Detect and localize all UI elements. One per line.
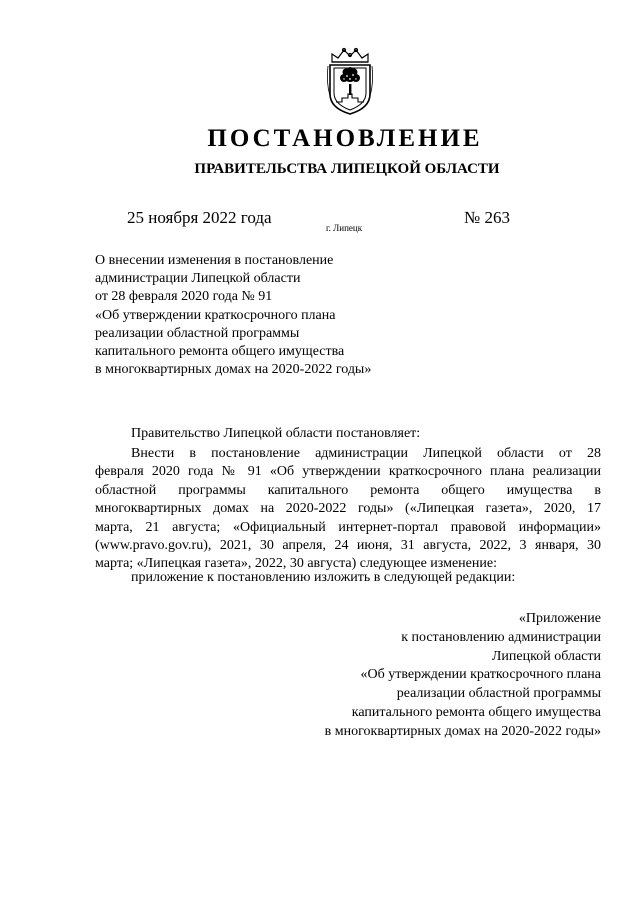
paragraph-line: февраля 2020 года № 91 «Об утверждении краткосрочного плана реализации (95, 464, 601, 480)
heading-line: администрации Липецкой области (95, 271, 301, 287)
appendix-header (325, 610, 601, 742)
appendix-line: капитального ремонта общего имущества (351, 704, 601, 720)
heading-line: капитального ремонта общего имущества (95, 344, 345, 360)
document-number: № 263 (464, 208, 510, 227)
appendix-line: к постановлению администрации (401, 629, 601, 645)
body-paragraph (95, 445, 601, 574)
document-date: 25 ноября 2022 года (127, 208, 272, 227)
heading-line: «Об утверждении краткосрочного плана (95, 307, 336, 323)
document-title: ПОСТАНОВЛЕНИЕ (207, 125, 483, 152)
document-city: г. Липецк (326, 223, 363, 233)
appendix-line: реализации областной программы (396, 686, 601, 702)
appendix-line: Липецкой области (491, 648, 601, 664)
appendix-line: «Об утверждении краткосрочного плана (360, 667, 601, 683)
document-subtitle: ПРАВИТЕЛЬСТВА ЛИПЕЦКОЙ ОБЛАСТИ (194, 161, 500, 177)
heading-line: от 28 февраля 2020 года № 91 (95, 289, 273, 305)
paragraph-line: марта, 21 августа; «Официальный интернет-портал правовой информации» (95, 519, 601, 535)
paragraph-line: марта; «Липецкая газета», 2022, 30 августа) следующее изменение: (95, 556, 497, 572)
heading-line: в многоквартирных домах на 2020-2022 годы» (95, 362, 372, 378)
instruction-text: приложение к постановлению изложить в следующей редакции: (131, 570, 516, 585)
lipetsk-coat-of-arms-icon (324, 46, 376, 116)
paragraph-line: Внести в постановление администрации Липецкой области от 28 (131, 446, 601, 461)
paragraph-line: многоквартирных домах на 2020-2022 годы» («Липецкая газета», 2020, 17 (95, 501, 601, 517)
paragraph-line: (www.pravo.gov.ru), 2021, 30 апреля, 24 июня, 31 августа, 2022, 3 января, 30 (95, 538, 601, 554)
heading-line: реализации областной программы (95, 325, 300, 341)
preamble-text: Правительство Липецкой области постановляет: (131, 426, 421, 441)
document-heading (95, 252, 371, 379)
appendix-line: «Приложение (518, 611, 601, 626)
heading-line: О внесении изменения в постановление (95, 253, 334, 268)
appendix-line: в многоквартирных домах на 2020-2022 годы» (324, 723, 601, 739)
paragraph-line: областной программы капитального ремонта общего имущества в (95, 482, 601, 498)
